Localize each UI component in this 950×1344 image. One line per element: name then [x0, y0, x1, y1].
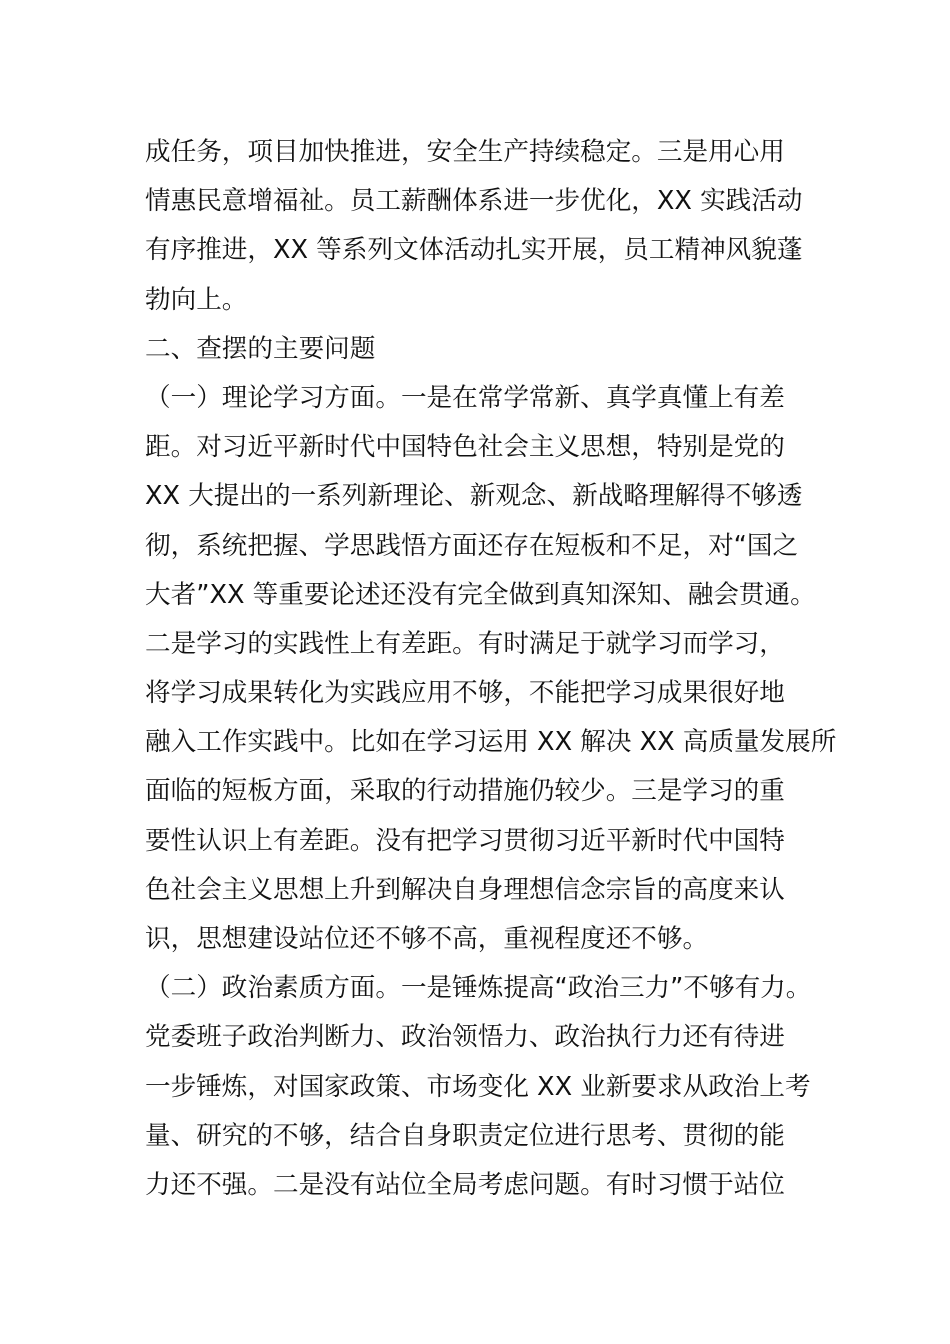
section-heading: 二、查摆的主要问题 [145, 333, 376, 364]
text-line: 量、研究的不够，结合自身职责定位进行思考、贯彻的能 [145, 1120, 785, 1151]
text-line: 情惠民意增福祉。员工薪酬体系进一步优化，XX 实践活动 [145, 186, 803, 217]
text-line: 色社会主义思想上升到解决自身理想信念宗旨的高度来认 [145, 874, 785, 905]
text-line: （二）政治素质方面。一是锤炼提高“政治三力”不够有力。 [145, 973, 812, 1004]
text-line: 成任务，项目加快推进，安全生产持续稳定。三是用心用 [145, 137, 785, 167]
text-line: 党委班子政治判断力、政治领悟力、政治执行力还有待进 [145, 1022, 785, 1053]
text-line: 一步锤炼，对国家政策、市场变化 XX 业新要求从政治上考 [145, 1071, 811, 1102]
text-line: 有序推进，XX 等系列文体活动扎实开展，员工精神风貌蓬 [145, 235, 803, 266]
text-line: 力还不强。二是没有站位全局考虑问题。有时习惯于站位 [145, 1169, 785, 1200]
text-line: 融入工作实践中。比如在学习运用 XX 解决 XX 高质量发展所 [145, 727, 837, 758]
text-line: 识，思想建设站位还不够不高，重视程度还不够。 [145, 924, 709, 954]
text-line: XX 大提出的一系列新理论、新观念、新战略理解得不够透 [145, 481, 803, 512]
text-line: 彻，系统把握、学思践悟方面还存在短板和不足，对“国之 [145, 530, 799, 561]
document-body [145, 128, 837, 1210]
text-line: 要性认识上有差距。没有把学习贯彻习近平新时代中国特 [145, 825, 785, 856]
text-line: 二是学习的实践性上有差距。有时满足于就学习而学习， [145, 628, 785, 659]
text-line: 距。对习近平新时代中国特色社会主义思想，特别是党的 [145, 432, 785, 463]
text-line: 勃向上。 [145, 284, 248, 315]
text-line: 将学习成果转化为实践应用不够，不能把学习成果很好地 [145, 678, 785, 709]
text-line: 大者”XX 等重要论述还没有完全做到真知深知、融会贯通。 [145, 579, 816, 610]
text-line: （一）理论学习方面。一是在常学常新、真学真懂上有差 [145, 382, 785, 413]
text-line: 面临的短板方面，采取的行动措施仍较少。三是学习的重 [145, 776, 785, 807]
